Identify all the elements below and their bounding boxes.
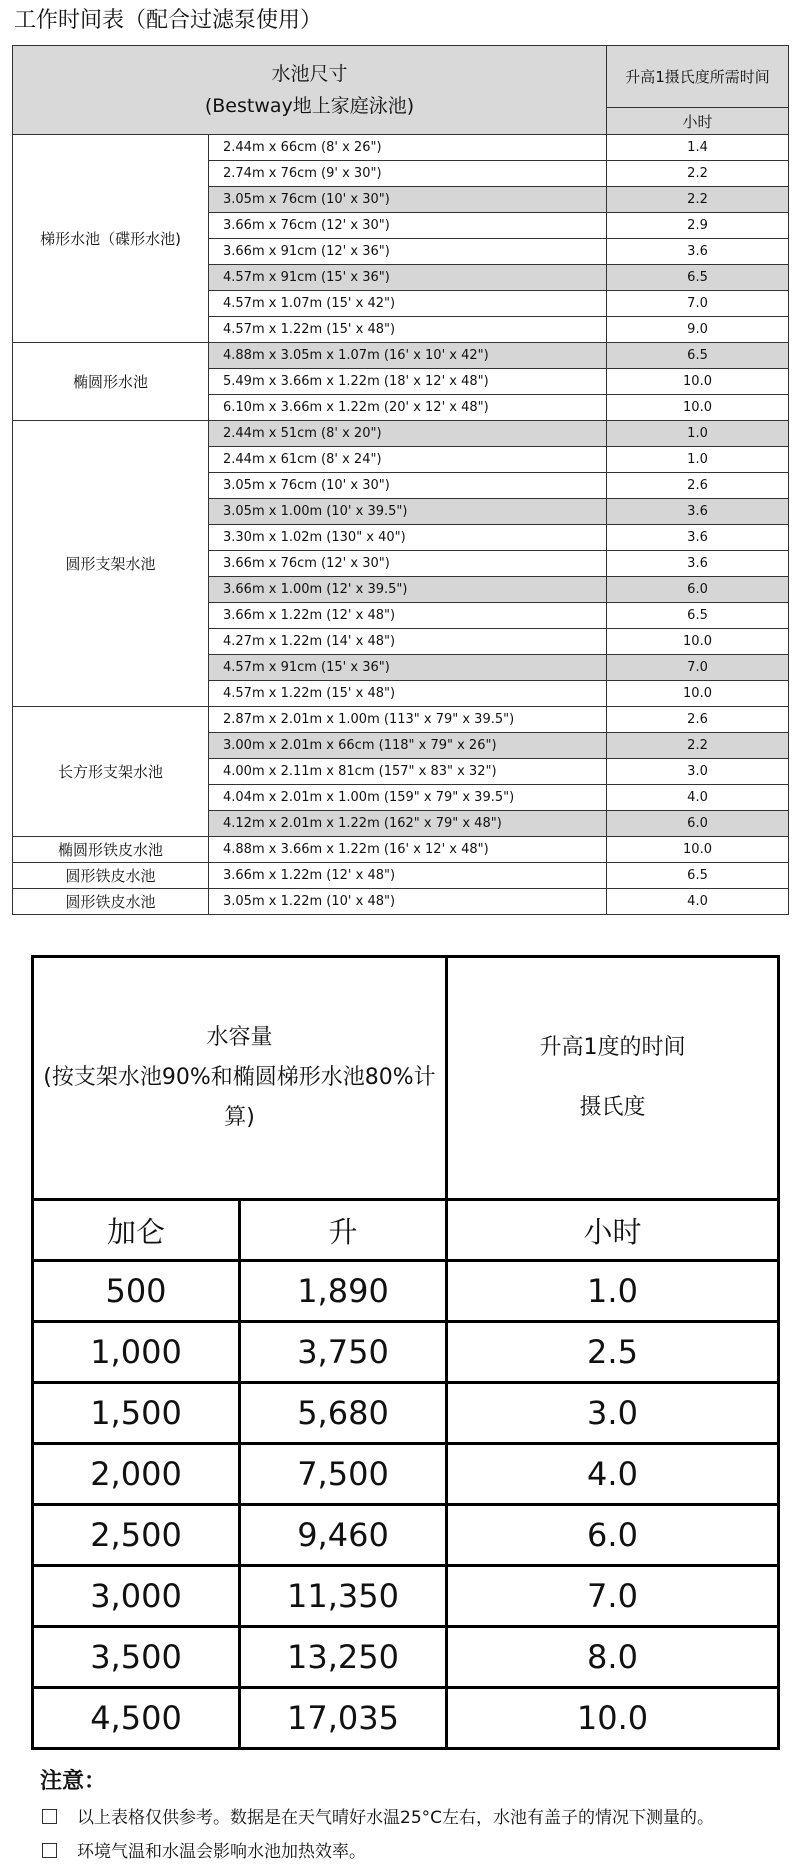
hours-cell: 3.6 xyxy=(607,239,789,265)
volume-header xyxy=(33,957,447,1200)
pool-size-cell: 6.10m x 3.66m x 1.22m (20' x 12' x 48") xyxy=(209,395,607,421)
table-row xyxy=(13,343,789,369)
gallons-cell: 500 xyxy=(33,1261,240,1322)
pool-size-cell: 3.05m x 76cm (10' x 30") xyxy=(209,473,607,499)
pool-size-cell: 3.00m x 2.01m x 66cm (118" x 79" x 26") xyxy=(209,733,607,759)
hours-cell: 2.9 xyxy=(607,213,789,239)
pool-type-cell: 梯形水池（碟形水池) xyxy=(13,135,209,343)
gallons-cell: 2,500 xyxy=(33,1505,240,1566)
note-item xyxy=(42,1806,714,1830)
heat-time-header-title: 升高1度的时间 xyxy=(539,1035,686,1060)
table-row xyxy=(33,1261,779,1322)
liters-cell: 7,500 xyxy=(240,1444,447,1505)
pool-size-cell: 4.88m x 3.66m x 1.22m (16' x 12' x 48") xyxy=(209,837,607,863)
gallons-cell: 1,500 xyxy=(33,1383,240,1444)
liters-cell: 13,250 xyxy=(240,1627,447,1688)
pump-time-table xyxy=(12,45,789,915)
gallons-cell: 4,500 xyxy=(33,1688,240,1749)
note-text: 环境气温和水温会影响水池加热效率。 xyxy=(77,1842,366,1862)
liters-cell: 17,035 xyxy=(240,1688,447,1749)
pool-size-cell: 3.05m x 1.00m (10' x 39.5") xyxy=(209,499,607,525)
hours-cell: 2.5 xyxy=(447,1322,779,1383)
volume-header-subtitle: (按支架水池90%和椭圆梯形水池80%计算) xyxy=(43,1065,436,1130)
pool-type-cell: 椭圆形水池 xyxy=(13,343,209,421)
hours-cell: 4.0 xyxy=(607,889,789,915)
page-title: 工作时间表（配合过滤泵使用） xyxy=(14,8,323,33)
hours-cell: 6.5 xyxy=(607,863,789,889)
gallons-cell: 2,000 xyxy=(33,1444,240,1505)
time-unit-header: 小时 xyxy=(607,108,789,135)
time-header: 升高1摄氏度所需时间 xyxy=(607,46,789,108)
pool-type-cell: 椭圆形铁皮水池 xyxy=(13,837,209,863)
note-text: 以上表格仅供参考。数据是在天气晴好水温25°C左右，水池有盖子的情况下测量的。 xyxy=(77,1808,715,1828)
pool-size-cell: 4.27m x 1.22m (14' x 48") xyxy=(209,629,607,655)
table-row xyxy=(13,707,789,733)
hours-cell: 7.0 xyxy=(607,291,789,317)
hours-cell: 2.6 xyxy=(607,473,789,499)
gallons-cell: 3,500 xyxy=(33,1627,240,1688)
hours-cell: 6.5 xyxy=(607,343,789,369)
pool-size-cell: 2.44m x 66cm (8' x 26") xyxy=(209,135,607,161)
table-row xyxy=(13,889,789,915)
pool-size-cell: 5.49m x 3.66m x 1.22m (18' x 12' x 48") xyxy=(209,369,607,395)
note-item xyxy=(42,1840,366,1864)
pool-size-cell: 3.05m x 1.22m (10' x 48") xyxy=(209,889,607,915)
pool-size-cell: 4.04m x 2.01m x 1.00m (159" x 79" x 39.5") xyxy=(209,785,607,811)
table-row xyxy=(13,421,789,447)
hours-cell: 1.0 xyxy=(607,421,789,447)
unit-gallons: 加仑 xyxy=(33,1200,240,1261)
table-row xyxy=(13,863,789,889)
volume-header-title: 水容量 xyxy=(206,1025,273,1050)
hours-cell: 7.0 xyxy=(607,655,789,681)
hours-cell: 10.0 xyxy=(607,837,789,863)
hours-cell: 10.0 xyxy=(447,1688,779,1749)
pool-size-cell: 4.12m x 2.01m x 1.22m (162" x 79" x 48") xyxy=(209,811,607,837)
pool-size-cell: 3.66m x 1.00m (12' x 39.5") xyxy=(209,577,607,603)
pool-size-header xyxy=(13,46,607,135)
hours-cell: 6.0 xyxy=(447,1505,779,1566)
hours-cell: 3.0 xyxy=(447,1383,779,1444)
hours-cell: 8.0 xyxy=(447,1627,779,1688)
pool-size-header-subtitle: (Bestway地上家庭泳池) xyxy=(204,95,415,117)
checkbox-icon xyxy=(42,1843,57,1858)
table-row xyxy=(33,1627,779,1688)
liters-cell: 11,350 xyxy=(240,1566,447,1627)
pool-type-cell: 圆形铁皮水池 xyxy=(13,863,209,889)
table-row xyxy=(33,1383,779,1444)
pool-size-cell: 4.57m x 1.22m (15' x 48") xyxy=(209,681,607,707)
pool-size-cell: 2.44m x 51cm (8' x 20") xyxy=(209,421,607,447)
liters-cell: 3,750 xyxy=(240,1322,447,1383)
hours-cell: 1.0 xyxy=(447,1261,779,1322)
pool-size-cell: 4.57m x 1.07m (15' x 42") xyxy=(209,291,607,317)
notes-heading: 注意： xyxy=(40,1769,107,1794)
hours-cell: 1.0 xyxy=(607,447,789,473)
hours-cell: 2.2 xyxy=(607,187,789,213)
pool-type-cell: 圆形支架水池 xyxy=(13,421,209,707)
pool-size-cell: 4.88m x 3.05m x 1.07m (16' x 10' x 42") xyxy=(209,343,607,369)
hours-cell: 10.0 xyxy=(607,369,789,395)
hours-cell: 3.6 xyxy=(607,551,789,577)
unit-liters: 升 xyxy=(240,1200,447,1261)
pool-size-cell: 2.87m x 2.01m x 1.00m (113" x 79" x 39.5") xyxy=(209,707,607,733)
unit-hours: 小时 xyxy=(447,1200,779,1261)
pool-size-header-title: 水池尺寸 xyxy=(271,63,348,85)
hours-cell: 6.0 xyxy=(607,811,789,837)
gallons-cell: 3,000 xyxy=(33,1566,240,1627)
pool-size-cell: 4.57m x 91cm (15' x 36") xyxy=(209,265,607,291)
pool-size-cell: 3.05m x 76cm (10' x 30") xyxy=(209,187,607,213)
volume-time-table xyxy=(31,955,780,1750)
pool-size-cell: 3.66m x 91cm (12' x 36") xyxy=(209,239,607,265)
pool-size-cell: 3.66m x 76cm (12' x 30") xyxy=(209,213,607,239)
hours-cell: 3.6 xyxy=(607,525,789,551)
hours-cell: 3.0 xyxy=(607,759,789,785)
pool-size-cell: 3.30m x 1.02m (130" x 40") xyxy=(209,525,607,551)
hours-cell: 1.4 xyxy=(607,135,789,161)
hours-cell: 2.2 xyxy=(607,161,789,187)
table-row xyxy=(33,1322,779,1383)
pool-size-cell: 3.66m x 1.22m (12' x 48") xyxy=(209,863,607,889)
hours-cell: 9.0 xyxy=(607,317,789,343)
checkbox-icon xyxy=(42,1809,57,1824)
pool-size-cell: 4.57m x 1.22m (15' x 48") xyxy=(209,317,607,343)
pool-size-cell: 4.57m x 91cm (15' x 36") xyxy=(209,655,607,681)
table-row xyxy=(13,135,789,161)
table-row xyxy=(33,1688,779,1749)
hours-cell: 10.0 xyxy=(607,629,789,655)
pool-size-cell: 4.00m x 2.11m x 81cm (157" x 83" x 32") xyxy=(209,759,607,785)
pool-size-cell: 3.66m x 76cm (12' x 30") xyxy=(209,551,607,577)
hours-cell: 6.5 xyxy=(607,265,789,291)
hours-cell: 4.0 xyxy=(607,785,789,811)
hours-cell: 3.6 xyxy=(607,499,789,525)
heat-time-header-unit: 摄氏度 xyxy=(579,1095,646,1120)
hours-cell: 6.0 xyxy=(607,577,789,603)
heat-time-header xyxy=(447,957,779,1200)
pool-size-cell: 3.66m x 1.22m (12' x 48") xyxy=(209,603,607,629)
hours-cell: 10.0 xyxy=(607,681,789,707)
hours-cell: 4.0 xyxy=(447,1444,779,1505)
table-row xyxy=(33,1444,779,1505)
pool-type-cell: 长方形支架水池 xyxy=(13,707,209,837)
pool-type-cell: 圆形铁皮水池 xyxy=(13,889,209,915)
hours-cell: 7.0 xyxy=(447,1566,779,1627)
liters-cell: 9,460 xyxy=(240,1505,447,1566)
pool-size-cell: 2.74m x 76cm (9' x 30") xyxy=(209,161,607,187)
pool-size-cell: 2.44m x 61cm (8' x 24") xyxy=(209,447,607,473)
gallons-cell: 1,000 xyxy=(33,1322,240,1383)
hours-cell: 6.5 xyxy=(607,603,789,629)
liters-cell: 5,680 xyxy=(240,1383,447,1444)
hours-cell: 10.0 xyxy=(607,395,789,421)
hours-cell: 2.2 xyxy=(607,733,789,759)
table-row xyxy=(33,1505,779,1566)
hours-cell: 2.6 xyxy=(607,707,789,733)
liters-cell: 1,890 xyxy=(240,1261,447,1322)
table-row xyxy=(33,1566,779,1627)
table-row xyxy=(13,837,789,863)
